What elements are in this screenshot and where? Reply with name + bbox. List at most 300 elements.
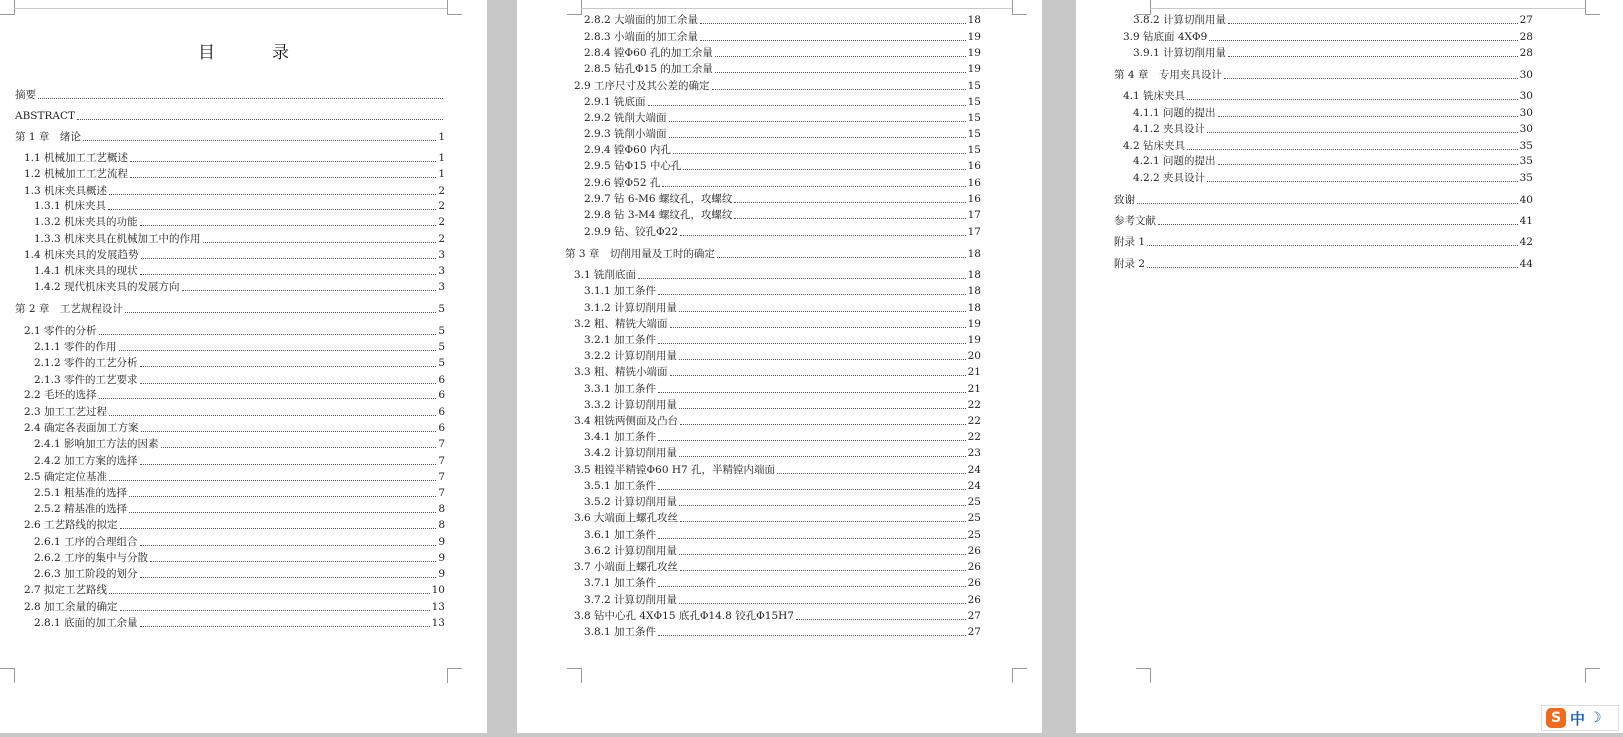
toc-entry-title: 2.1.1 零件的作用: [34, 341, 117, 353]
toc-leader-dots: [1218, 164, 1518, 165]
toc-leader-dots: [120, 528, 437, 529]
toc-entry-title: 2.8.3 小端面的加工余量: [584, 31, 699, 43]
toc-leader-dots: [130, 177, 436, 178]
toc-entry-page-number: 1: [438, 152, 445, 164]
toc-leader-dots: [658, 538, 966, 539]
toc-entry[interactable]: [34, 487, 445, 500]
toc-entry-title: 2.9.1 铣底面: [584, 96, 646, 108]
toc-entry-title: ABSTRACT: [15, 110, 76, 122]
toc-entry-page-number: 7: [438, 471, 445, 483]
toc-entry[interactable]: [34, 216, 445, 229]
toc-entry[interactable]: [34, 617, 445, 630]
toc-entry-title: 1.4.2 现代机床夹具的发展方向: [34, 281, 180, 293]
toc-entry[interactable]: [574, 415, 981, 428]
toc-leader-dots: [712, 89, 966, 90]
crop-mark: [1012, 668, 1027, 683]
crop-mark: [567, 0, 582, 15]
toc-entry-page-number: 21: [967, 366, 981, 378]
toc-leader-dots: [734, 202, 965, 203]
toc-entry-title: 3.5.1 加工条件: [584, 480, 657, 492]
toc-leader-dots: [119, 350, 437, 351]
toc-entry[interactable]: [584, 626, 981, 639]
toc-entry[interactable]: [15, 131, 445, 144]
toc-entry-title: 3.7.2 计算切削用量: [584, 594, 678, 606]
toc-entry[interactable]: [584, 177, 981, 190]
toc-entry-page-number: 35: [1519, 140, 1533, 152]
toc-entry-page-number: 41: [1519, 215, 1533, 227]
header-line: [14, 8, 447, 9]
toc-leader-dots: [125, 312, 436, 313]
toc-entry-page-number: 23: [967, 447, 981, 459]
toc-entry-page-number: 5: [438, 341, 445, 353]
toc-entry-title: 2.8.5 钻孔Φ15 的加工余量: [584, 63, 713, 75]
toc-entry-page-number: 6: [438, 374, 445, 386]
toc-leader-dots: [1207, 181, 1518, 182]
toc-leader-dots: [1207, 132, 1518, 133]
toc-entry-title: 2.9.6 镗Φ52 孔: [584, 177, 661, 189]
toc-entry-title: 3.4.1 加工条件: [584, 431, 657, 443]
toc-entry-page-number: 18: [967, 14, 981, 26]
toc-leader-dots: [679, 311, 966, 312]
toc-leader-dots: [99, 398, 437, 399]
toc-entry[interactable]: [574, 366, 981, 379]
toc-leader-dots: [658, 635, 966, 636]
toc-entry[interactable]: [1114, 215, 1533, 228]
toc-entry[interactable]: [34, 281, 445, 294]
toc-leader-dots: [658, 392, 966, 393]
toc-leader-dots: [670, 327, 966, 328]
toc-entry-title: 参考文献: [1114, 215, 1156, 227]
toc-entry-page-number: 16: [967, 160, 981, 172]
toc-entry-title: 4.2 钻床夹具: [1123, 140, 1186, 152]
toc-leader-dots: [109, 593, 430, 594]
toc-entry-page-number: 19: [967, 31, 981, 43]
toc-entry-title: 3.2.1 加工条件: [584, 334, 657, 346]
toc-entry[interactable]: [1123, 140, 1533, 153]
toc-entry-page-number: 3: [438, 281, 445, 293]
toc-entry[interactable]: [574, 610, 981, 623]
toc-entry-page-number: 28: [1519, 47, 1533, 59]
toc-entry[interactable]: [584, 226, 981, 239]
toc-entry-page-number: 5: [438, 325, 445, 337]
toc-entry[interactable]: [24, 471, 445, 484]
toc-entry-page-number: 17: [967, 226, 981, 238]
toc-entry-page-number: 8: [438, 519, 445, 531]
toc-entry-title: 2.9.8 钻 3-M4 螺纹孔，攻螺纹: [584, 209, 733, 221]
toc-entry[interactable]: [584, 431, 981, 444]
toc-entry[interactable]: [24, 584, 445, 597]
toc-leader-dots: [1218, 116, 1518, 117]
toc-entry[interactable]: [584, 47, 981, 60]
toc-entry[interactable]: [574, 464, 981, 477]
toc-entry-page-number: 7: [438, 487, 445, 499]
toc-entry-title: 附录 1: [1114, 236, 1146, 248]
ime-mode-toggle[interactable]: 中: [1570, 709, 1586, 728]
toc-leader-dots: [108, 209, 436, 210]
toc-entry[interactable]: [15, 89, 445, 102]
toc-entry-page-number: 24: [967, 480, 981, 492]
toc-entry-page-number: 6: [438, 422, 445, 434]
toc-entry-title: 2.8.2 大端面的加工余量: [584, 14, 699, 26]
toc-entry-page-number: 18: [967, 248, 981, 260]
toc-leader-dots: [680, 521, 966, 522]
toc-entry-page-number: 26: [967, 561, 981, 573]
toc-entry-title: 第 2 章 工艺规程设计: [15, 303, 123, 315]
toc-entry-title: 2.9.9 钻、铰孔Φ22: [584, 226, 679, 238]
toc-leader-dots: [715, 72, 966, 73]
toc-entry-page-number: 3: [438, 265, 445, 277]
toc-entry[interactable]: [24, 249, 445, 262]
toc-entry[interactable]: [24, 325, 445, 338]
toc-entry-title: 2.6.2 工序的集中与分散: [34, 552, 149, 564]
toc-leader-dots: [679, 408, 966, 409]
crop-mark: [567, 668, 582, 683]
toc-entry[interactable]: [34, 503, 445, 516]
toc-leader-dots: [77, 119, 443, 120]
sogou-logo-icon[interactable]: S: [1546, 708, 1566, 728]
toc-entry-page-number: 19: [967, 334, 981, 346]
toc-entry[interactable]: [574, 561, 981, 574]
toc-entry[interactable]: [1133, 172, 1533, 185]
toc-entry[interactable]: [584, 209, 981, 222]
toc-leader-dots: [662, 186, 965, 187]
toc-leader-dots: [140, 383, 437, 384]
toc-entry[interactable]: [1114, 258, 1533, 271]
toc-entry[interactable]: [584, 63, 981, 76]
toc-entry-title: 1.3.3 机床夹具在机械加工中的作用: [34, 233, 201, 245]
toc-entry[interactable]: [34, 568, 445, 581]
toc-entry-title: 3.4.2 计算切削用量: [584, 447, 678, 459]
toc-entry-title: 2.4.2 加工方案的选择: [34, 455, 138, 467]
toc-entry-page-number: 42: [1519, 236, 1533, 248]
toc-entry-page-number: 15: [967, 112, 981, 124]
toc-entry[interactable]: [34, 341, 445, 354]
toc-entry-page-number: 9: [438, 568, 445, 580]
toc-entry[interactable]: [34, 265, 445, 278]
toc-entry-title: 第 4 章 专用夹具设计: [1114, 69, 1222, 81]
toc-entry[interactable]: [24, 519, 445, 532]
toc-entry-page-number: 19: [967, 63, 981, 75]
header-line: [1150, 8, 1585, 9]
toc-entry-page-number: 30: [1519, 90, 1533, 102]
toc-entry-page-number: 22: [967, 431, 981, 443]
toc-leader-dots: [715, 56, 966, 57]
toc-entry-title: 2.9.7 钻 6-M6 螺纹孔，攻螺纹: [584, 193, 733, 205]
toc-entry-page-number: 30: [1519, 123, 1533, 135]
crop-mark: [447, 0, 462, 15]
toc-entry-page-number: 2: [438, 216, 445, 228]
toc-leader-dots: [1158, 224, 1518, 225]
toc-entry-title: 3.9 钻底面 4XΦ9: [1123, 31, 1208, 43]
toc-entry-title: 2.5.2 精基准的选择: [34, 503, 128, 515]
toc-entry[interactable]: [1114, 194, 1533, 207]
toc-leader-dots: [796, 619, 966, 620]
toc-entry[interactable]: [584, 96, 981, 109]
toc-entry[interactable]: [584, 112, 981, 125]
toc-entry[interactable]: [584, 496, 981, 509]
toc-leader-dots: [658, 586, 966, 587]
toc-entry-title: 3.5 粗镗半精镗Φ60 H7 孔，半精镗内端面: [574, 464, 776, 476]
toc-entry-page-number: 7: [438, 455, 445, 467]
toc-entry-page-number: 18: [967, 285, 981, 297]
toc-entry-page-number: 27: [967, 626, 981, 638]
toc-entry[interactable]: [584, 577, 981, 590]
toc-entry[interactable]: [584, 144, 981, 157]
toc-entry-page-number: 22: [967, 399, 981, 411]
toc-entry[interactable]: [24, 185, 445, 198]
toc-entry-page-number: 27: [1519, 14, 1533, 26]
toc-entry-title: 2.5.1 粗基准的选择: [34, 487, 128, 499]
toc-entry-title: 2.1.3 零件的工艺要求: [34, 374, 138, 386]
toc-entry[interactable]: [584, 383, 981, 396]
toc-entry-title: 1.1 机械加工工艺概述: [24, 152, 129, 164]
toc-leader-dots: [1147, 245, 1518, 246]
toc-leader-dots: [99, 334, 437, 335]
toc-entry-title: 致谢: [1114, 194, 1135, 206]
toc-leader-dots: [140, 577, 437, 578]
toc-entry[interactable]: [1133, 123, 1533, 136]
toc-entry-page-number: 6: [438, 389, 445, 401]
toc-entry[interactable]: [1133, 155, 1533, 168]
toc-entry[interactable]: [574, 80, 981, 93]
toc-entry-title: 2.8 加工余量的确定: [24, 601, 118, 613]
toc-entry[interactable]: [574, 269, 981, 282]
toc-entry-title: 1.2 机械加工工艺流程: [24, 168, 129, 180]
toc-leader-dots: [150, 561, 436, 562]
toc-entry-page-number: 7: [438, 438, 445, 450]
toc-entry-title: 4.1.1 问题的提出: [1133, 107, 1216, 119]
toc-leader-dots: [140, 225, 437, 226]
toc-entry-page-number: 1: [438, 168, 445, 180]
toc-leader-dots: [679, 359, 966, 360]
toc-entry[interactable]: [584, 480, 981, 493]
toc-entry-title: 第 3 章 切削用量及工时的确定: [565, 248, 715, 260]
toc-leader-dots: [140, 366, 437, 367]
toc-entry[interactable]: [24, 422, 445, 435]
toc-entry-title: 3.3.1 加工条件: [584, 383, 657, 395]
toc-entry-title: 3.5.2 计算切削用量: [584, 496, 678, 508]
toc-entry-title: 3.7 小端面上螺孔攻丝: [574, 561, 679, 573]
toc-entry-page-number: 18: [967, 269, 981, 281]
toc-entry-page-number: 24: [967, 464, 981, 476]
toc-entry[interactable]: [1133, 107, 1533, 120]
toc-entry-page-number: 2: [438, 200, 445, 212]
toc-entry-page-number: 44: [1519, 258, 1533, 270]
toc-entry-title: 3.3 粗、精铣小端面: [574, 366, 668, 378]
toc-entry[interactable]: [34, 233, 445, 246]
toc-entry-page-number: 15: [967, 128, 981, 140]
toc-entry-page-number: 3: [438, 249, 445, 261]
toc-entry[interactable]: [24, 406, 445, 419]
toc-entry-page-number: 30: [1519, 69, 1533, 81]
toc-entry-title: 1.4.1 机床夹具的现状: [34, 265, 138, 277]
header-line: [581, 8, 1012, 9]
toc-entry-page-number: 35: [1519, 172, 1533, 184]
toc-entry[interactable]: [584, 447, 981, 460]
toc-entry[interactable]: [1133, 47, 1533, 60]
toc-entry-title: 2.3 加工工艺过程: [24, 406, 108, 418]
crop-mark: [1585, 0, 1600, 15]
page-title: 目 录: [198, 43, 309, 63]
toc-entry-page-number: 26: [967, 577, 981, 589]
toc-entry-title: 3.2.2 计算切削用量: [584, 350, 678, 362]
toc-entry-title: 3.1 铣削底面: [574, 269, 637, 281]
toc-entry-title: 3.8.2 计算切削用量: [1133, 14, 1227, 26]
toc-leader-dots: [658, 440, 966, 441]
toc-entry-page-number: 16: [967, 193, 981, 205]
toc-entry[interactable]: [34, 536, 445, 549]
toc-entry-page-number: 9: [438, 536, 445, 548]
toc-entry-page-number: 13: [431, 617, 445, 629]
toc-entry-page-number: 17: [967, 209, 981, 221]
toc-leader-dots: [700, 23, 966, 24]
toc-entry[interactable]: [15, 110, 445, 123]
page-2: [517, 0, 1042, 733]
toc-entry-title: 3.9.1 计算切削用量: [1133, 47, 1227, 59]
toc-entry[interactable]: [34, 455, 445, 468]
toc-leader-dots: [1147, 267, 1518, 268]
toc-leader-dots: [1209, 40, 1517, 41]
crop-mark: [447, 668, 462, 683]
toc-leader-dots: [638, 278, 966, 279]
toc-leader-dots: [734, 218, 965, 219]
toc-entry-title: 2.8.4 镗Φ60 孔的加工余量: [584, 47, 713, 59]
toc-leader-dots: [83, 140, 436, 141]
toc-entry[interactable]: [565, 248, 981, 261]
toc-entry[interactable]: [24, 168, 445, 181]
toc-entry-page-number: 10: [431, 584, 445, 596]
toc-leader-dots: [182, 290, 437, 291]
toc-leader-dots: [140, 274, 437, 275]
toc-entry[interactable]: [34, 200, 445, 213]
toc-entry-page-number: 25: [967, 496, 981, 508]
toc-entry-page-number: 27: [967, 610, 981, 622]
toc-entry-page-number: 9: [438, 552, 445, 564]
toc-entry[interactable]: [1123, 31, 1533, 44]
toc-entry-page-number: 16: [967, 177, 981, 189]
toc-entry[interactable]: [574, 318, 981, 331]
toc-entry-title: 2.9.5 钻Φ15 中心孔: [584, 160, 682, 172]
toc-entry[interactable]: [584, 128, 981, 141]
toc-entry[interactable]: [1114, 69, 1533, 82]
toc-entry-page-number: 15: [967, 80, 981, 92]
toc-entry-page-number: 20: [967, 350, 981, 362]
toc-entry-page-number: 21: [967, 383, 981, 395]
toc-entry-page-number: 18: [967, 302, 981, 314]
toc-entry-title: 2.7 拟定工艺路线: [24, 584, 108, 596]
crop-mark: [1136, 0, 1151, 15]
toc-leader-dots: [109, 480, 436, 481]
toc-entry-title: 3.3.2 计算切削用量: [584, 399, 678, 411]
toc-entry-page-number: 8: [438, 503, 445, 515]
toc-entry[interactable]: [584, 334, 981, 347]
toc-entry[interactable]: [34, 357, 445, 370]
toc-entry[interactable]: [34, 374, 445, 387]
toc-entry-title: 附录 2: [1114, 258, 1146, 270]
toc-leader-dots: [658, 489, 966, 490]
toc-entry-title: 4.1.2 夹具设计: [1133, 123, 1206, 135]
toc-leader-dots: [680, 424, 966, 425]
toc-entry-title: 2.6 工艺路线的拟定: [24, 519, 118, 531]
toc-leader-dots: [130, 161, 436, 162]
toc-entry[interactable]: [584, 594, 981, 607]
toc-entry-page-number: 25: [967, 512, 981, 524]
toc-entry-title: 2.1 零件的分析: [24, 325, 97, 337]
toc-leader-dots: [1228, 56, 1518, 57]
toc-entry[interactable]: [1114, 236, 1533, 249]
toc-leader-dots: [120, 610, 430, 611]
toc-entry[interactable]: [584, 160, 981, 173]
toc-entry[interactable]: [1133, 14, 1533, 27]
toc-entry[interactable]: [584, 302, 981, 315]
moon-icon[interactable]: ☽: [1589, 710, 1602, 726]
toc-entry-page-number: 40: [1519, 194, 1533, 206]
toc-entry[interactable]: [584, 545, 981, 558]
toc-entry-title: 2.1.2 零件的工艺分析: [34, 357, 138, 369]
toc-leader-dots: [129, 512, 436, 513]
toc-leader-dots: [658, 294, 966, 295]
crop-mark: [0, 668, 15, 683]
toc-entry-title: 2.4.1 影响加工方法的因素: [34, 438, 159, 450]
toc-leader-dots: [161, 447, 437, 448]
toc-entry-title: 4.2.2 夹具设计: [1133, 172, 1206, 184]
toc-entry-title: 3.1.2 计算切削用量: [584, 302, 678, 314]
toc-entry[interactable]: [584, 31, 981, 44]
toc-entry-page-number: 26: [967, 545, 981, 557]
toc-entry-page-number: 35: [1519, 155, 1533, 167]
toc-leader-dots: [141, 258, 437, 259]
toc-entry[interactable]: [584, 350, 981, 363]
toc-entry[interactable]: [574, 512, 981, 525]
crop-mark: [1136, 668, 1151, 683]
toc-entry[interactable]: [584, 285, 981, 298]
crop-mark: [0, 0, 15, 15]
toc-leader-dots: [1224, 78, 1518, 79]
toc-entry[interactable]: [584, 193, 981, 206]
toc-entry[interactable]: [584, 14, 981, 27]
toc-entry-title: 2.6.3 加工阶段的划分: [34, 568, 138, 580]
toc-leader-dots: [1187, 149, 1518, 150]
toc-entry[interactable]: [15, 303, 445, 316]
toc-entry[interactable]: [584, 399, 981, 412]
toc-entry[interactable]: [584, 529, 981, 542]
toc-leader-dots: [683, 169, 965, 170]
toc-entry[interactable]: [24, 601, 445, 614]
toc-entry-title: 4.1 铣床夹具: [1123, 90, 1186, 102]
toc-leader-dots: [129, 496, 436, 497]
toc-leader-dots: [38, 98, 443, 99]
toc-leader-dots: [717, 257, 966, 258]
toc-entry[interactable]: [24, 152, 445, 165]
toc-entry-title: 2.4 确定各表面加工方案: [24, 422, 139, 434]
toc-entry-title: 3.6.2 计算切削用量: [584, 545, 678, 557]
toc-entry-page-number: 25: [967, 529, 981, 541]
toc-entry[interactable]: [1123, 90, 1533, 103]
toc-entry[interactable]: [34, 552, 445, 565]
crop-mark: [1012, 0, 1027, 15]
toc-entry-page-number: 28: [1519, 31, 1533, 43]
toc-entry[interactable]: [24, 389, 445, 402]
toc-leader-dots: [777, 473, 966, 474]
toc-leader-dots: [700, 40, 966, 41]
toc-leader-dots: [680, 570, 966, 571]
ime-toolbar[interactable]: [1541, 705, 1619, 731]
toc-entry-title: 第 1 章 绪论: [15, 131, 81, 143]
toc-leader-dots: [669, 137, 966, 138]
toc-entry[interactable]: [34, 438, 445, 451]
toc-entry-title: 2.6.1 工序的合理组合: [34, 536, 138, 548]
page-3: [1076, 0, 1623, 733]
